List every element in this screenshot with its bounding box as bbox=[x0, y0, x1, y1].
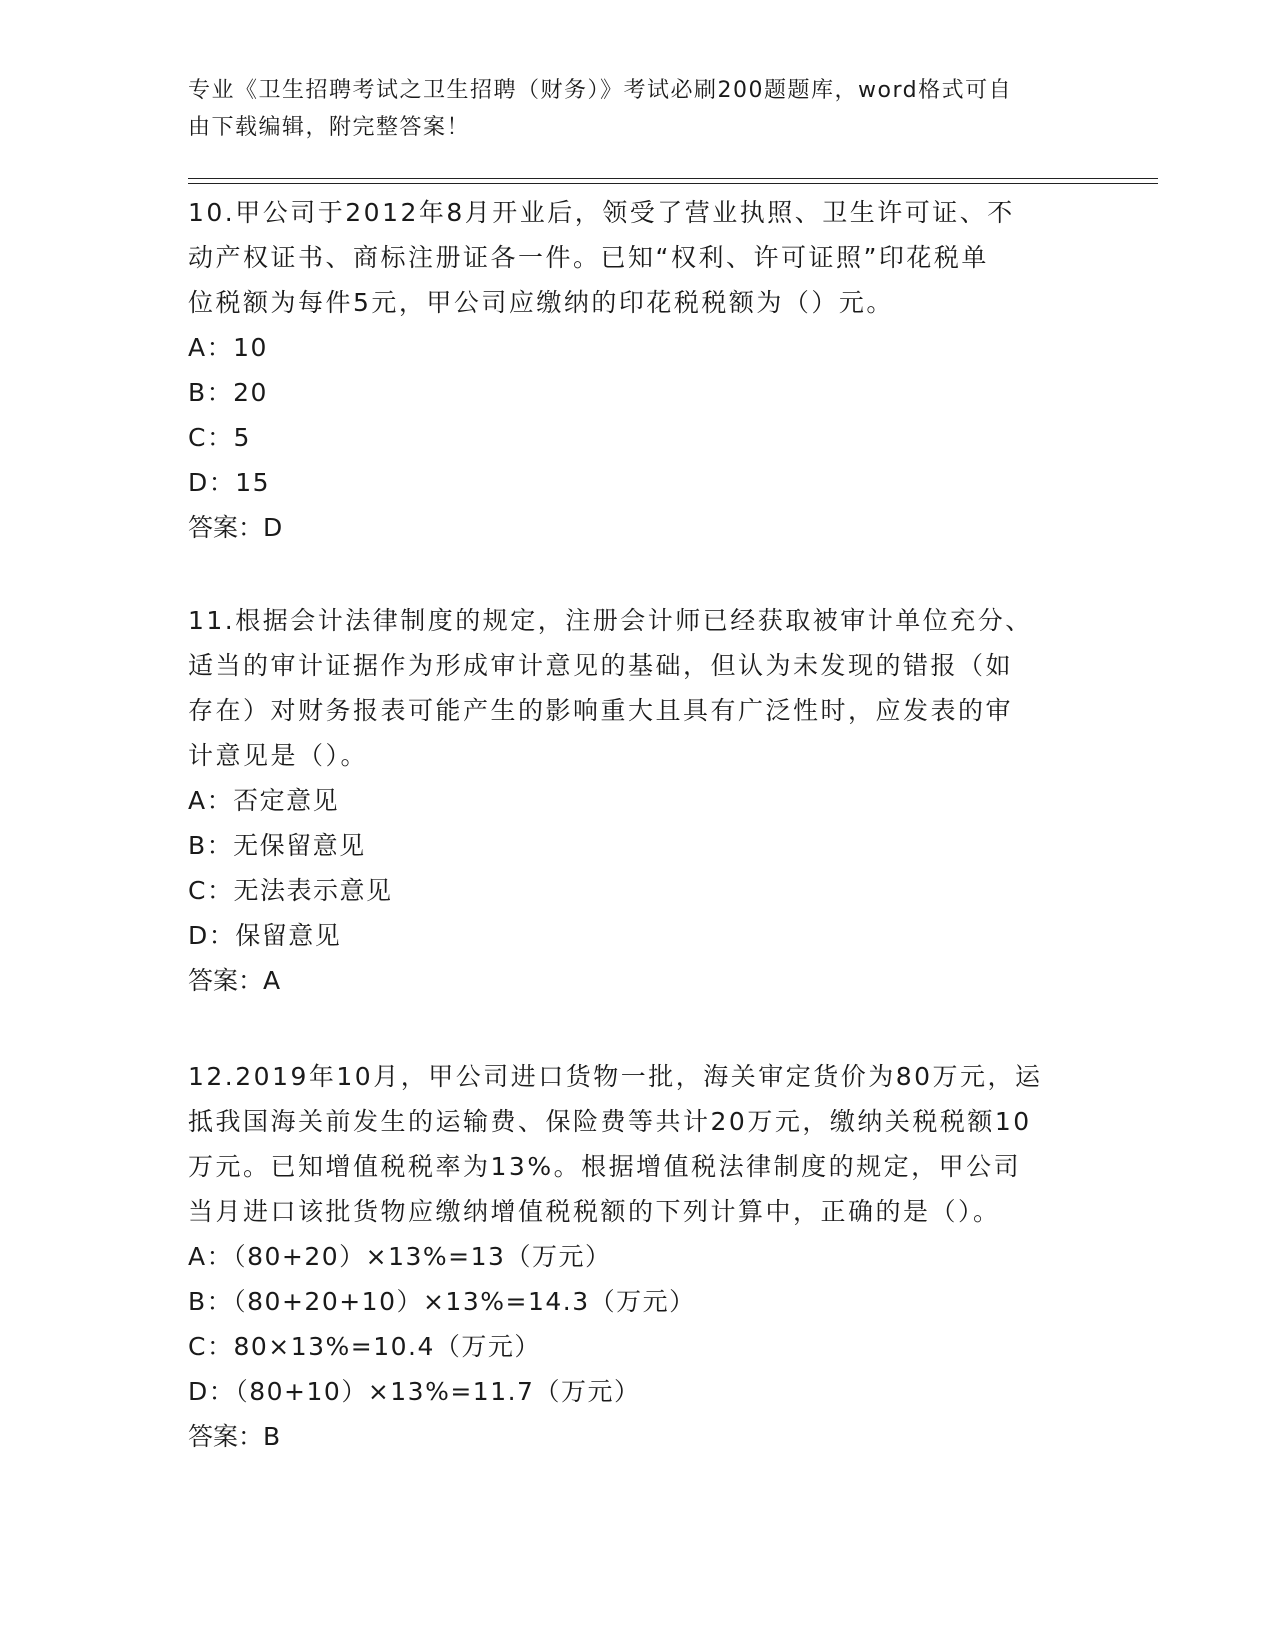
question-stem-line: 适当的审计证据作为形成审计意见的基础，但认为未发现的错报（如 bbox=[188, 651, 1014, 680]
option-d: D：15 bbox=[188, 468, 271, 497]
question-stem-line: 当月进口该批货物应缴纳增值税税额的下列计算中，正确的是（）。 bbox=[188, 1197, 1001, 1226]
option-d: D：保留意见 bbox=[188, 921, 342, 950]
header-title-line-2: 由下载编辑，附完整答案！ bbox=[188, 115, 471, 140]
question-11 bbox=[188, 598, 1088, 1003]
question-stem-line: 抵我国海关前发生的运输费、保险费等共计20万元，缴纳关税税额10 bbox=[188, 1107, 1032, 1136]
question-stem-line: 动产权证书、商标注册证各一件。已知“权利、许可证照”印花税单 bbox=[188, 243, 989, 272]
option-c: C：80×13%=10.4（万元） bbox=[188, 1332, 541, 1361]
answer-label: 答案：D bbox=[188, 513, 283, 542]
option-a: A：否定意见 bbox=[188, 786, 340, 815]
option-b: B：（80+20+10）×13%=14.3（万元） bbox=[188, 1287, 696, 1316]
option-d: D：（80+10）×13%=11.7（万元） bbox=[188, 1377, 641, 1406]
question-12 bbox=[188, 1054, 1088, 1459]
document-header bbox=[188, 72, 1068, 146]
question-stem-line: 11.根据会计法律制度的规定，注册会计师已经获取被审计单位充分、 bbox=[188, 606, 1033, 635]
header-divider-bottom bbox=[188, 183, 1158, 184]
header-divider-top bbox=[188, 178, 1158, 179]
question-stem-line: 万元。已知增值税税率为13%。根据增值税法律制度的规定，甲公司 bbox=[188, 1152, 1022, 1181]
question-stem-line: 计意见是（）。 bbox=[188, 741, 369, 770]
header-title-line-1: 专业《卫生招聘考试之卫生招聘（财务）》考试必刷200题题库，word格式可自 bbox=[188, 78, 1013, 103]
answer-label: 答案：A bbox=[188, 966, 281, 995]
option-a: A：10 bbox=[188, 333, 268, 362]
option-a: A：（80+20）×13%=13（万元） bbox=[188, 1242, 612, 1271]
question-10 bbox=[188, 190, 1088, 550]
question-stem-line: 10.甲公司于2012年8月开业后，领受了营业执照、卫生许可证、不 bbox=[188, 198, 1015, 227]
option-b: B：20 bbox=[188, 378, 268, 407]
option-c: C：5 bbox=[188, 423, 251, 452]
question-stem-line: 位税额为每件5元，甲公司应缴纳的印花税税额为（）元。 bbox=[188, 288, 894, 317]
option-c: C：无法表示意见 bbox=[188, 876, 393, 905]
answer-label: 答案：B bbox=[188, 1422, 281, 1451]
question-stem-line: 存在）对财务报表可能产生的影响重大且具有广泛性时，应发表的审 bbox=[188, 696, 1014, 725]
option-b: B：无保留意见 bbox=[188, 831, 366, 860]
question-stem-line: 12.2019年10月，甲公司进口货物一批，海关审定货价为80万元，运 bbox=[188, 1062, 1043, 1091]
